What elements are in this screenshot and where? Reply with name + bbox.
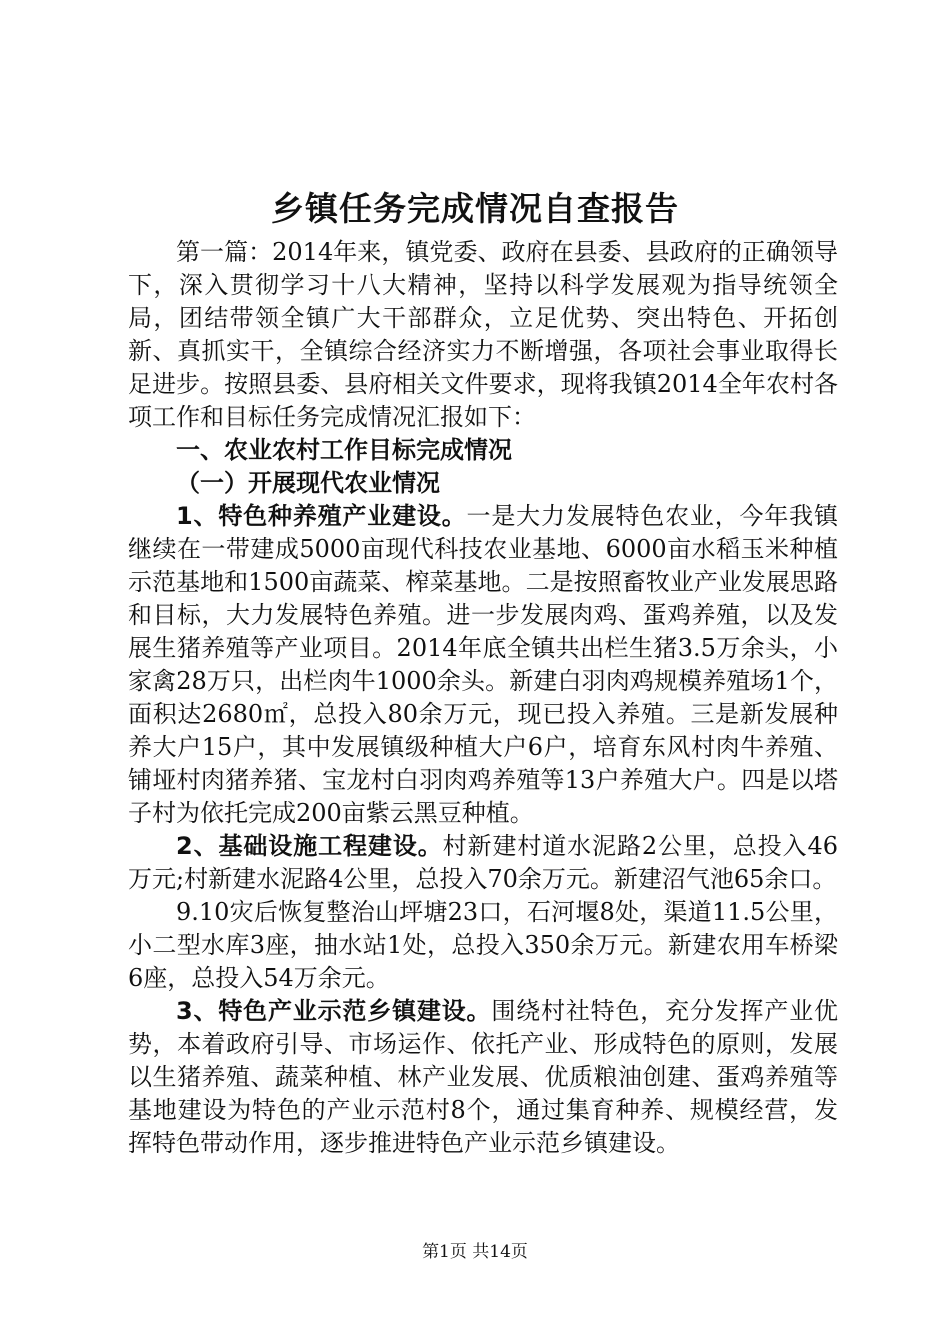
page-number: 第1页 共14页 [422, 1242, 528, 1262]
document-body [128, 236, 838, 1160]
item-3-lead: 3、特色产业示范乡镇建设。 [176, 997, 492, 1025]
item-1-lead: 1、特色种养殖产业建设。 [176, 502, 467, 530]
item-3-paragraph [128, 995, 838, 1160]
item-2-lead: 2、基础设施工程建设。 [176, 832, 443, 860]
item-2-extra-paragraph: 9.10灾后恢复整治山坪塘23口，石河堰8处，渠道11.5公里，小二型水库3座，抽水站1处，总投入350余万元。新建农用车桥梁6座，总投入54万余元。 [128, 898, 838, 992]
subsection-heading: （一）开展现代农业情况 [176, 469, 440, 497]
item-2-paragraph [128, 830, 838, 896]
item-3-text: 围绕村社特色，充分发挥产业优势，本着政府引导、市场运作、依托产业、形成特色的原则，发展以生猪养殖、蔬菜种植、林产业发展、优质粮油创建、蛋鸡养殖等基地建设为特色的产业示范村8个，通过集育种养、规模经营，发挥特色带动作用，逐步推进特色产业示范乡镇建设。 [128, 997, 839, 1157]
item-1-text: 一是大力发展特色农业，今年我镇继续在一带建成5000亩现代科技农业基地、6000亩水稻玉米种植示范基地和1500亩蔬菜、榨菜基地。二是按照畜牧业产业发展思路和目标，大力发展特色养殖。进一步发展肉鸡、蛋鸡养殖，以及发展生猪养殖等产业项目。2014年底全镇共出栏生猪3.5万余头，小家禽28万只，出栏肉牛1000余头。新建白羽肉鸡规模养殖场1个，面积达2680㎡，总投入80余万元，现已投入养殖。三是新发展种养大户15户，其中发展镇级种植大户6户，培育东风村肉牛养殖、铺垭村肉猪养猪、宝龙村白羽肉鸡养殖等13户养殖大户。四是以塔子村为依托完成200亩紫云黑豆种植。 [128, 502, 838, 827]
section-heading: 一、农业农村工作目标完成情况 [176, 436, 512, 464]
item-1-paragraph [128, 500, 838, 830]
intro-paragraph: 第一篇：2014年来，镇党委、政府在县委、县政府的正确领导下，深入贯彻学习十八大精神，坚持以科学发展观为指导统领全局，团结带领全镇广大干部群众，立足优势、突出特色、开拓创新、真抓实干，全镇综合经济实力不断增强，各项社会事业取得长足进步。按照县委、县府相关文件要求，现将我镇2014全年农村各项工作和目标任务完成情况汇报如下： [128, 238, 838, 431]
item-2-text: 村新建村道水泥路2公里，总投入46万元;村新建水泥路4公里，总投入70余万元。新建沼气池65余口。 [128, 832, 838, 893]
document-title: 乡镇任务完成情况自查报告 [271, 189, 679, 228]
